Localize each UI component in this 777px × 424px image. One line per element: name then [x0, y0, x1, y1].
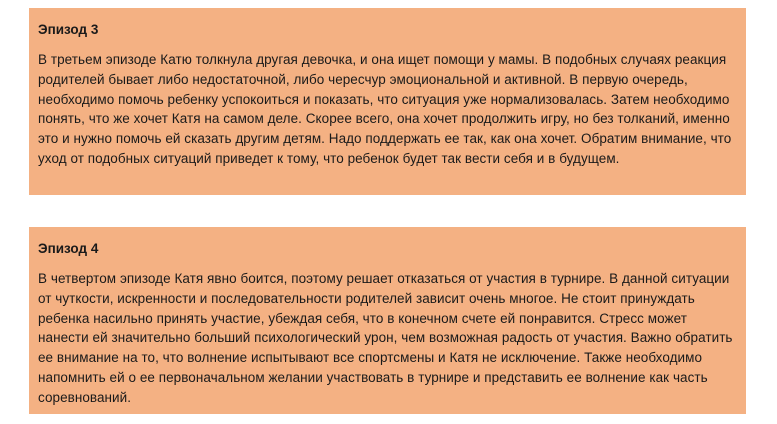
episode-4-box	[29, 227, 746, 414]
episode-4-text: В четвертом эпизоде Катя явно боится, поэтому решает отказаться от участия в турнире. В данной ситуации от чуткости, искренности и последовательности родителей зависит очень многое. Не стоит принуждать ребенка насильно принять участие, убеждая себя, что в конечном счете ей понравится. Стресс может нанести ей значительно больший психологический урон, чем возможная радость от участия. Важно обратить ее внимание на то, что волнение испытывают все спортсмены и Катя не исключение. Также необходимо напомнить ей о ее первоначальном желании участвовать в турнире и представить ее волнение как часть соревнований.	[38, 271, 733, 405]
episode-3-text: В третьем эпизоде Катю толкнула другая девочка, и она ищет помощи у мамы. В подобных случаях реакция родителей бывает либо недостаточной, либо чересчур эмоциональной и активной. В первую очередь, необходимо помочь ребенку успокоиться и показать, что ситуация уже нормализовалась. Затем необходимо понять, что же хочет Катя на самом деле. Скорее всего, она хочет продолжить игру, но без толканий, именно это и нужно помочь ей сказать другим детям. Надо поддержать ее так, как она хочет. Обратим внимание, что уход от подобных ситуаций приведет к тому, что ребенок будет так вести себя и в будущем.	[38, 52, 732, 166]
episode-3-title: Эпизод 3	[38, 22, 99, 37]
episode-4-title: Эпизод 4	[38, 241, 99, 256]
episode-3-box	[29, 8, 746, 195]
